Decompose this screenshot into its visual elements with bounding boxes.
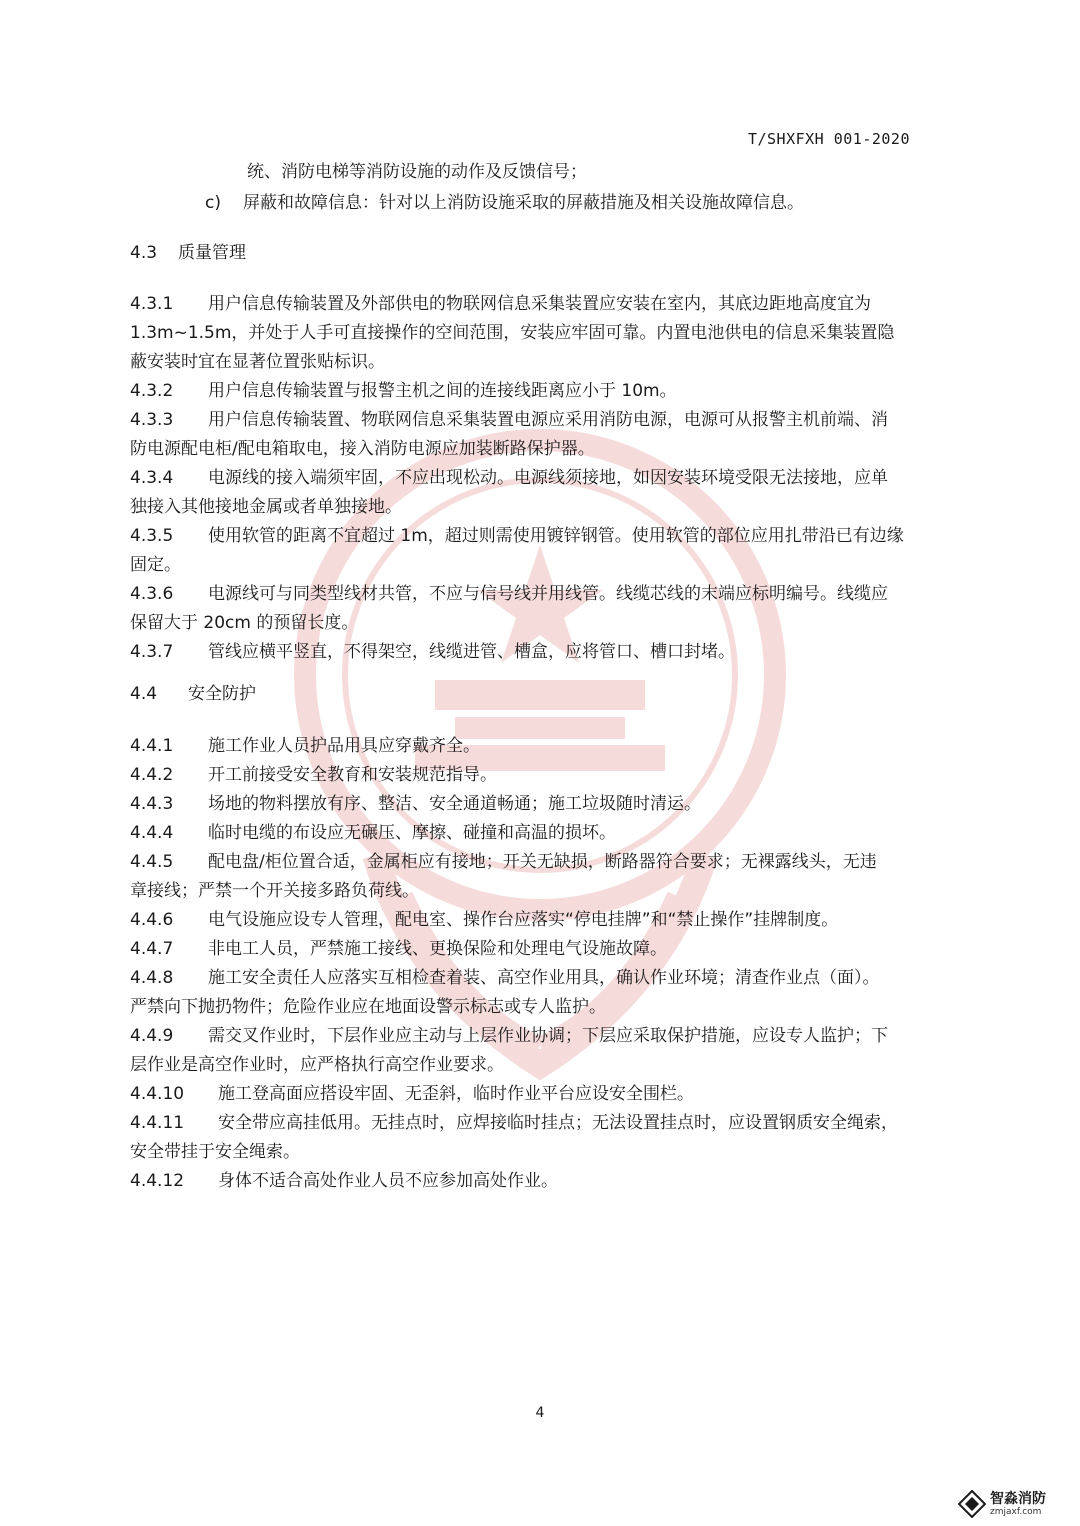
clause-text: 固定。 xyxy=(130,555,181,575)
clause-4-4-11 xyxy=(130,1115,898,1132)
section-heading-4-4 xyxy=(130,686,256,703)
clause-text: 严禁向下抛扔物件；危险作业应在地面设警示标志或专人监护。 xyxy=(130,997,606,1017)
clause-4-4-7 xyxy=(130,941,667,958)
clause-number: 4.4.2 xyxy=(130,765,174,785)
list-item-text: 屏蔽和故障信息：针对以上消防设施采取的屏蔽措施及相关设施故障信息。 xyxy=(242,193,804,213)
clause-number: 4.3.2 xyxy=(130,381,174,401)
logo-name: 智淼消防 xyxy=(990,1491,1046,1507)
clause-4-3-2 xyxy=(130,383,677,400)
clause-4-4-3 xyxy=(130,796,701,813)
section-number: 4.4 xyxy=(130,684,158,704)
clause-4-3-7 xyxy=(130,644,735,661)
corner-logo xyxy=(958,1488,1068,1522)
clause-text: 施工安全责任人应落实互相检查着装、高空作业用具，确认作业环境；清查作业点（面）。 xyxy=(208,968,880,988)
clause-4-4-2 xyxy=(130,767,497,784)
section-number: 4.3 xyxy=(130,243,158,263)
clause-text: 配电盘/柜位置合适，金属柜应有接地；开关无缺损，断路器符合要求；无裸露线头，无违 xyxy=(208,852,877,872)
clause-number: 4.4.10 xyxy=(130,1084,185,1104)
clause-4-4-9 xyxy=(130,1028,888,1045)
clause-number: 4.3.4 xyxy=(130,468,174,488)
clause-text: 电源线的接入端须牢固，不应出现松动。电源线须接地，如因安装环境受限无法接地，应单 xyxy=(208,468,888,488)
section-heading-4-3 xyxy=(130,245,246,262)
clause-text: 开工前接受安全教育和安装规范指导。 xyxy=(208,765,497,785)
clause-text: 用户信息传输装置与报警主机之间的连接线距离应小于 10m。 xyxy=(208,381,677,401)
clause-4-4-4 xyxy=(130,825,616,842)
clause-4-3-5 xyxy=(130,528,904,545)
logo-url: zmjaxf.com xyxy=(990,1507,1042,1517)
clause-text: 施工作业人员护品用具应穿戴齐全。 xyxy=(208,736,480,756)
clause-number: 4.4.9 xyxy=(130,1026,174,1046)
clause-text: 场地的物料摆放有序、整洁、安全通道畅通；施工垃圾随时清运。 xyxy=(208,794,701,814)
clause-number: 4.3.1 xyxy=(130,294,174,314)
section-title: 质量管理 xyxy=(178,243,246,263)
clause-number: 4.3.3 xyxy=(130,410,174,430)
clause-text: 施工登高面应搭设牢固、无歪斜，临时作业平台应设安全围栏。 xyxy=(218,1084,694,1104)
clause-number: 4.4.12 xyxy=(130,1171,185,1191)
clause-text: 用户信息传输装置及外部供电的物联网信息采集装置应安装在室内，其底边距地高度宜为 xyxy=(208,294,871,314)
clause-number: 4.4.1 xyxy=(130,736,174,756)
intro-line: 统、消防电梯等消防设施的动作及反馈信号； xyxy=(247,162,587,182)
section-title: 安全防护 xyxy=(188,684,256,704)
clause-text: 独接入其他接地金属或者单独接地。 xyxy=(130,497,402,517)
clause-text: 电气设施应设专人管理，配电室、操作台应落实“停电挂牌”和“禁止操作”挂牌制度。 xyxy=(208,910,839,930)
clause-text: 电源线可与同类型线材共管，不应与信号线并用线管。线缆芯线的末端应标明编号。线缆应 xyxy=(208,584,888,604)
clause-number: 4.4.11 xyxy=(130,1113,185,1133)
clause-text: 非电工人员，严禁施工接线、更换保险和处理电气设施故障。 xyxy=(208,939,667,959)
clause-text: 保留大于 20cm 的预留长度。 xyxy=(130,613,359,633)
clause-text: 防电源配电柜/配电箱取电，接入消防电源应加装断路保护器。 xyxy=(130,439,595,459)
list-item-label: c) xyxy=(205,193,221,213)
clause-4-3-3 xyxy=(130,412,888,429)
clause-number: 4.3.5 xyxy=(130,526,174,546)
clause-text: 安全带挂于安全绳索。 xyxy=(130,1142,300,1162)
clause-4-4-6 xyxy=(130,912,838,929)
clause-text: 用户信息传输装置、物联网信息采集装置电源应采用消防电源，电源可从报警主机前端、消 xyxy=(208,410,888,430)
clause-number: 4.4.6 xyxy=(130,910,174,930)
clause-number: 4.4.7 xyxy=(130,939,174,959)
clause-number: 4.4.8 xyxy=(130,968,174,988)
clause-text: 蔽安装时宜在显著位置张贴标识。 xyxy=(130,352,385,372)
clause-4-4-10 xyxy=(130,1086,694,1103)
document-code: T/SHXFXH 001-2020 xyxy=(747,130,910,148)
clause-4-4-8 xyxy=(130,970,880,987)
clause-4-4-1 xyxy=(130,738,480,755)
clause-text: 身体不适合高处作业人员不应参加高处作业。 xyxy=(218,1171,558,1191)
clause-4-4-12 xyxy=(130,1173,558,1190)
clause-4-3-4 xyxy=(130,470,888,487)
clause-text: 使用软管的距离不宜超过 1m，超过则需使用镀锌钢管。使用软管的部位应用扎带沿已有边缘 xyxy=(208,526,904,546)
clause-4-3-6 xyxy=(130,586,888,603)
clause-number: 4.3.7 xyxy=(130,642,174,662)
clause-text: 安全带应高挂低用。无挂点时，应焊接临时挂点；无法设置挂点时，应设置钢质安全绳索， xyxy=(218,1113,898,1133)
clause-text: 需交叉作业时，下层作业应主动与上层作业协调；下层应采取保护措施，应设专人监护；下 xyxy=(208,1026,888,1046)
clause-number: 4.4.5 xyxy=(130,852,174,872)
clause-4-4-5 xyxy=(130,854,877,871)
clause-number: 4.4.4 xyxy=(130,823,174,843)
clause-text: 层作业是高空作业时，应严格执行高空作业要求。 xyxy=(130,1055,504,1075)
diamond-logo-icon xyxy=(958,1490,986,1518)
clause-text: 临时电缆的布设应无碾压、摩擦、碰撞和高温的损坏。 xyxy=(208,823,616,843)
list-item-c xyxy=(205,195,804,212)
page-number: 4 xyxy=(535,1405,545,1421)
clause-text: 管线应横平竖直，不得架空，线缆进管、槽盒，应将管口、槽口封堵。 xyxy=(208,642,735,662)
clause-text: 1.3m~1.5m，并处于人手可直接操作的空间范围，安装应牢固可靠。内置电池供电的信息采集装置隐 xyxy=(130,323,895,343)
clause-text: 章接线；严禁一个开关接多路负荷线。 xyxy=(130,881,419,901)
clause-number: 4.4.3 xyxy=(130,794,174,814)
clause-number: 4.3.6 xyxy=(130,584,174,604)
clause-4-3-1 xyxy=(130,296,871,313)
